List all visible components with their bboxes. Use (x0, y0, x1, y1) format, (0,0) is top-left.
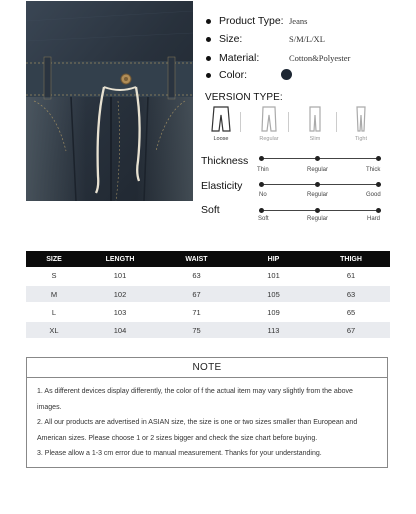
table-cell: 65 (312, 303, 390, 321)
version-type-title: VERSION TYPE: (205, 92, 283, 103)
table-cell: 103 (82, 303, 158, 321)
version-label: Regular (259, 136, 279, 142)
attribute-key: Size: (219, 33, 243, 45)
divider (336, 112, 337, 132)
scale-elasticity-track (259, 184, 381, 185)
table-cell: 109 (235, 303, 312, 321)
scale-label: Hard (367, 216, 381, 222)
note-line: 1. As different devices display differently, the color of f the actual item may vary slightly from the above (37, 388, 353, 395)
version-label: Tight (354, 136, 368, 142)
table-row (26, 303, 390, 321)
size-table (26, 251, 390, 340)
table-cell: 102 (82, 285, 158, 303)
regular-pants-icon (259, 106, 279, 132)
note-line: 3. Please allow a 1-3 cm error due to manual measurement. Thanks for your understanding. (37, 450, 322, 457)
bullet-icon (206, 37, 211, 42)
note-line: 2. All our products are advertised in ASIAN size, the size is one or two sizes smaller than European and (37, 419, 358, 426)
attribute-key: Product Type: (219, 15, 284, 27)
table-cell: XL (26, 321, 82, 339)
scale-label: Soft (258, 216, 269, 222)
attribute-value: Cotton&Polyester (289, 53, 351, 63)
table-cell: 61 (312, 267, 390, 285)
scale-selected-marker (315, 208, 320, 213)
scale-tick (376, 156, 381, 161)
tight-pants-icon (351, 106, 371, 132)
divider (240, 112, 241, 132)
attribute-product-type (206, 14, 307, 28)
bullet-icon (206, 19, 211, 24)
table-cell: 63 (312, 285, 390, 303)
version-label: Slim (309, 136, 321, 142)
attribute-value: S/M/L/XL (289, 34, 325, 44)
attribute-value: Jeans (289, 16, 308, 26)
table-row (26, 267, 390, 285)
color-swatch[interactable] (281, 69, 292, 80)
attribute-color (206, 68, 289, 82)
scale-tick (376, 182, 381, 187)
table-cell: 63 (158, 267, 235, 285)
table-cell: 67 (158, 285, 235, 303)
scale-label: Regular (307, 167, 329, 173)
table-cell: 104 (82, 321, 158, 339)
table-row (26, 285, 390, 303)
note-line: American sizes. Please choose 1 or 2 sizes bigger and check the size chart before buying. (37, 434, 318, 442)
column-header: THIGH (312, 251, 390, 267)
version-loose[interactable] (208, 106, 234, 142)
scale-label: Thin (257, 167, 269, 173)
attribute-key: Material: (219, 52, 260, 64)
version-regular[interactable] (256, 106, 282, 142)
attribute-key: Color: (219, 69, 248, 81)
note-box (26, 357, 388, 468)
table-cell: 113 (235, 321, 312, 339)
scale-label: Regular (307, 216, 329, 222)
scale-soft-track (259, 210, 381, 211)
scale-label: Thick (366, 167, 381, 173)
scale-label: No (259, 192, 267, 198)
divider (288, 112, 289, 132)
table-row (26, 321, 390, 339)
slim-pants-icon (305, 106, 325, 132)
scale-tick (259, 182, 264, 187)
table-cell: 105 (235, 285, 312, 303)
table-cell: 71 (158, 303, 235, 321)
scale-tick (259, 156, 264, 161)
scale-tick (259, 208, 264, 213)
table-cell: L (26, 303, 82, 321)
table-cell: 67 (312, 321, 390, 339)
scale-thickness-track (259, 158, 381, 159)
scale-thickness-title: Thickness (201, 155, 249, 167)
note-line: images. (37, 403, 62, 411)
version-slim[interactable] (302, 106, 328, 142)
scale-label: Good (366, 192, 381, 198)
column-header: HIP (235, 251, 312, 267)
product-photo (26, 1, 193, 201)
scale-selected-marker (315, 156, 320, 161)
table-cell: S (26, 267, 82, 285)
note-title: NOTE (27, 358, 387, 378)
scale-label: Regular (307, 192, 329, 198)
table-header-row (26, 251, 390, 267)
loose-pants-icon (211, 106, 231, 132)
table-cell: 101 (82, 267, 158, 285)
scale-tick (376, 208, 381, 213)
attribute-size (206, 32, 325, 46)
version-label: Loose (213, 136, 229, 142)
version-tight[interactable] (348, 106, 374, 142)
column-header: SIZE (26, 251, 82, 267)
bullet-icon (206, 56, 211, 61)
note-body (27, 378, 387, 462)
column-header: LENGTH (82, 251, 158, 267)
table-cell: 75 (158, 321, 235, 339)
column-header: WAIST (158, 251, 235, 267)
jeans-photo-icon (26, 1, 193, 201)
attribute-material (206, 51, 350, 65)
scale-soft-title: Soft (201, 204, 220, 216)
scale-selected-marker (315, 182, 320, 187)
table-cell: 101 (235, 267, 312, 285)
table-cell: M (26, 285, 82, 303)
scale-elasticity-title: Elasticity (201, 180, 243, 192)
bullet-icon (206, 73, 211, 78)
